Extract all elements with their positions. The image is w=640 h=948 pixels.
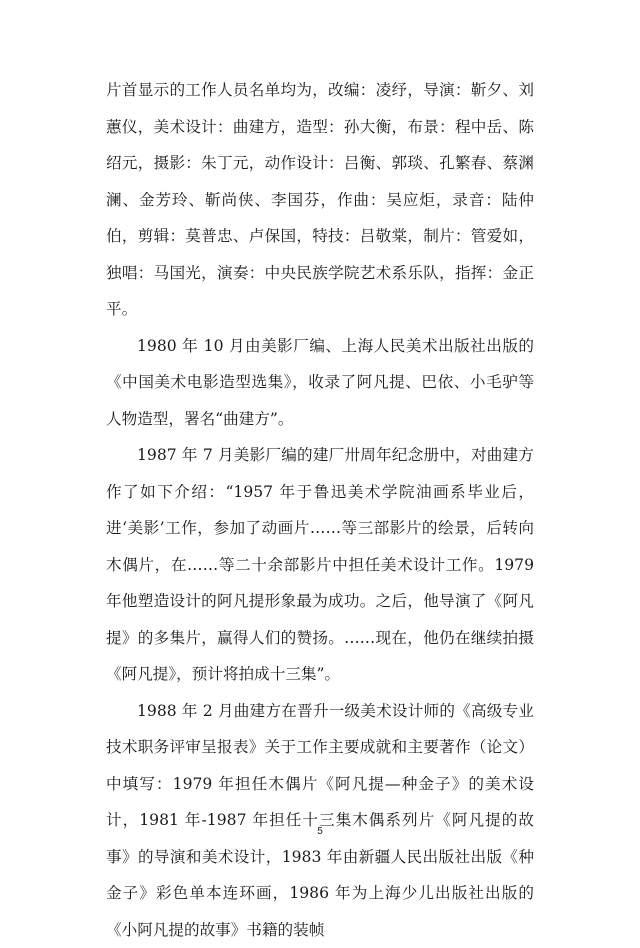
- paragraph-1987: 1987 年 7 月美影厂编的建厂卅周年纪念册中，对曲建方作了如下介绍：“1957 年于鲁迅美术学院油画系毕业后，进‘美影’工作，参加了动画片……等三部影片的绘景，后转向木偶片，在……等二十余部影片中担任美术设计工作。1979 年他塑造设计的阿凡提形象最为成功。之后，他导演了《阿凡提》的多集片，赢得人们的赞扬。……现在，他仍在继续拍摄《阿凡提》，预计将拍成十三集”。: [106, 437, 534, 693]
- paragraph-1988: 1988 年 2 月曲建方在晋升一级美术设计师的《高级专业技术职务评审呈报表》关于工作主要成就和主要著作（论文）中填写：1979 年担任木偶片《阿凡提—种金子》的美术设计，1981 年-1987 年担任十三集木偶系列片《阿凡提的故事》的导演和美术设计，1983 年由新疆人民出版社出版《种金子》彩色单本连环画，1986 年为上海少儿出版社出版的《小阿凡提的故事》书籍的装帧: [106, 693, 534, 948]
- paragraph-1980: 1980 年 10 月由美影厂编、上海人民美术出版社出版的《中国美术电影造型选集》，收录了阿凡提、巴依、小毛驴等人物造型，署名“曲建方”。: [106, 328, 534, 438]
- body-text: [106, 72, 534, 948]
- paragraph-credits-continued: 片首显示的工作人员名单均为，改编：凌纾，导演：靳夕、刘蕙仪，美术设计：曲建方，造型：孙大衡，布景：程中岳、陈绍元，摄影：朱丁元，动作设计：吕衡、郭琰、孔繁春、蔡渊澜、金芳玲、靳尚侠、李国芬，作曲：吴应炬，录音：陆仲伯，剪辑：莫普忠、卢保国，特技：吕敬棠，制片：管爱如，独唱：马国光，演奏：中央民族学院艺术系乐队，指挥：金正平。: [106, 72, 534, 328]
- page-number: 5: [0, 826, 640, 837]
